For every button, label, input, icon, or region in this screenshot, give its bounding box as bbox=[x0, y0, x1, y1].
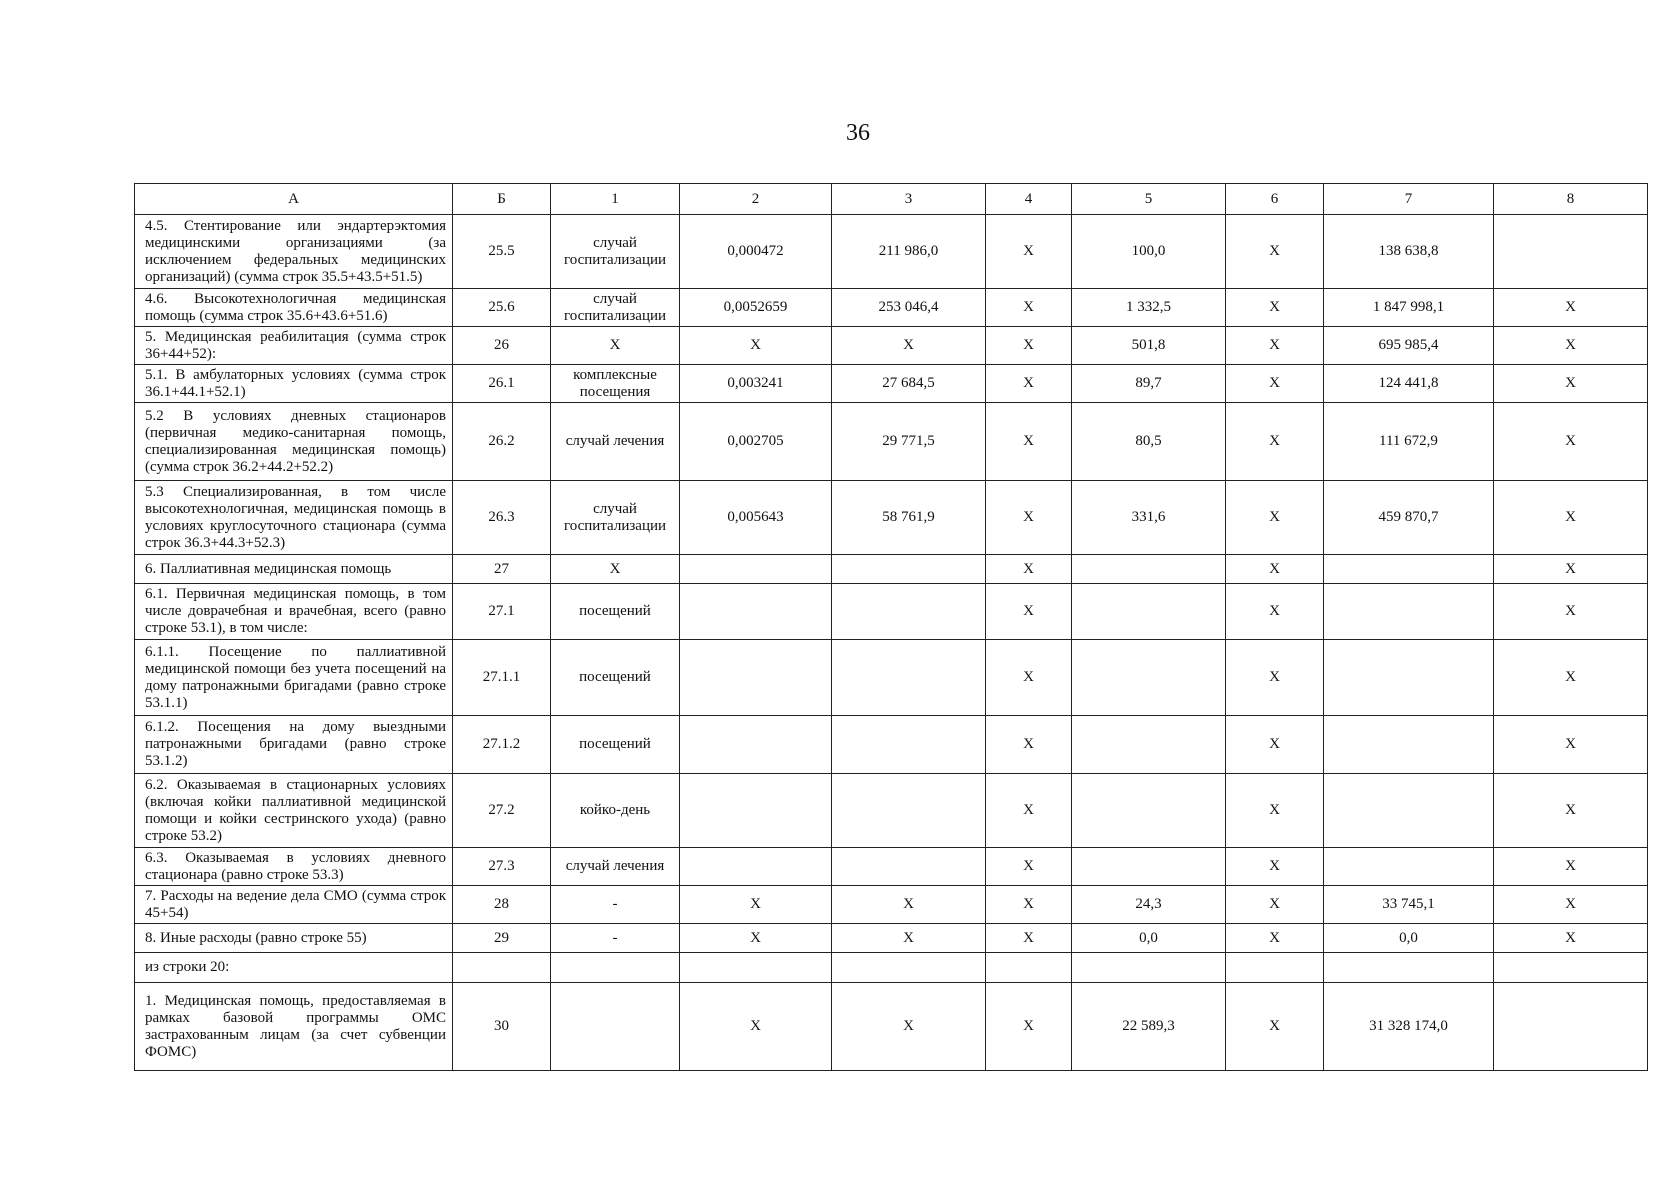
value-cell: X bbox=[1226, 774, 1324, 848]
value-cell: X bbox=[1226, 215, 1324, 289]
table-row bbox=[135, 716, 1648, 774]
value-cell bbox=[1072, 555, 1226, 584]
value-cell bbox=[1324, 848, 1494, 886]
value-cell: X bbox=[1494, 365, 1648, 403]
row-description: 5.1. В амбулаторных условиях (сумма строк 36.1+44.1+52.1) bbox=[135, 365, 453, 403]
row-code: 25.6 bbox=[453, 289, 551, 327]
value-cell bbox=[1324, 953, 1494, 983]
row-description: 6.2. Оказываемая в стационарных условиях (включая койки паллиативной медицинской помощи и койки сестринского ухода) (равно строке 53.2) bbox=[135, 774, 453, 848]
value-cell: X bbox=[986, 983, 1072, 1071]
row-code: 27.1 bbox=[453, 584, 551, 640]
row-code: 27 bbox=[453, 555, 551, 584]
column-header: Б bbox=[453, 184, 551, 215]
value-cell bbox=[1324, 555, 1494, 584]
table-row bbox=[135, 886, 1648, 924]
table-row bbox=[135, 365, 1648, 403]
value-cell: X bbox=[1494, 481, 1648, 555]
value-cell: X bbox=[1226, 327, 1324, 365]
row-code: 27.1.1 bbox=[453, 640, 551, 716]
row-description: 6. Паллиативная медицинская помощь bbox=[135, 555, 453, 584]
value-cell: 58 761,9 bbox=[832, 481, 986, 555]
page-number: 36 bbox=[846, 120, 870, 146]
column-header: 5 bbox=[1072, 184, 1226, 215]
value-cell: X bbox=[1226, 640, 1324, 716]
value-cell: 124 441,8 bbox=[1324, 365, 1494, 403]
value-cell: 459 870,7 bbox=[1324, 481, 1494, 555]
value-cell bbox=[680, 774, 832, 848]
value-cell: 211 986,0 bbox=[832, 215, 986, 289]
value-cell bbox=[832, 716, 986, 774]
column-header: 3 bbox=[832, 184, 986, 215]
value-cell: X bbox=[680, 327, 832, 365]
row-code: 26.3 bbox=[453, 481, 551, 555]
value-cell: X bbox=[1494, 924, 1648, 953]
value-cell bbox=[1072, 716, 1226, 774]
column-header: 8 bbox=[1494, 184, 1648, 215]
value-cell bbox=[1226, 953, 1324, 983]
value-cell bbox=[1072, 774, 1226, 848]
value-cell: X bbox=[1226, 555, 1324, 584]
unit-cell: койко-день bbox=[551, 774, 680, 848]
value-cell: 24,3 bbox=[1072, 886, 1226, 924]
value-cell: X bbox=[986, 555, 1072, 584]
value-cell: X bbox=[986, 716, 1072, 774]
row-description: 4.5. Стентирование или эндартерэктомия медицинскими организациями (за исключением федеральных медицинских организаций) (сумма строк 35.5+43.5+51.5) bbox=[135, 215, 453, 289]
column-header: 4 bbox=[986, 184, 1072, 215]
value-cell: X bbox=[986, 327, 1072, 365]
value-cell bbox=[1324, 640, 1494, 716]
value-cell: X bbox=[1226, 365, 1324, 403]
value-cell bbox=[832, 774, 986, 848]
value-cell: X bbox=[1226, 983, 1324, 1071]
value-cell: 80,5 bbox=[1072, 403, 1226, 481]
value-cell: 0,000472 bbox=[680, 215, 832, 289]
unit-cell bbox=[551, 953, 680, 983]
value-cell: X bbox=[832, 327, 986, 365]
row-code: 28 bbox=[453, 886, 551, 924]
value-cell bbox=[680, 848, 832, 886]
value-cell: 111 672,9 bbox=[1324, 403, 1494, 481]
value-cell: 695 985,4 bbox=[1324, 327, 1494, 365]
unit-cell: случай лечения bbox=[551, 403, 680, 481]
value-cell: 29 771,5 bbox=[832, 403, 986, 481]
value-cell: X bbox=[1226, 289, 1324, 327]
column-header: 6 bbox=[1226, 184, 1324, 215]
value-cell: 0,0 bbox=[1324, 924, 1494, 953]
row-code: 25.5 bbox=[453, 215, 551, 289]
value-cell: X bbox=[1494, 848, 1648, 886]
header-row bbox=[135, 184, 1648, 215]
table-row bbox=[135, 640, 1648, 716]
value-cell: X bbox=[1494, 774, 1648, 848]
value-cell: 0,002705 bbox=[680, 403, 832, 481]
value-cell bbox=[832, 848, 986, 886]
row-description: 5. Медицинская реабилитация (сумма строк 36+44+52): bbox=[135, 327, 453, 365]
value-cell bbox=[1072, 640, 1226, 716]
value-cell: X bbox=[680, 983, 832, 1071]
unit-cell: посещений bbox=[551, 716, 680, 774]
value-cell bbox=[1072, 848, 1226, 886]
unit-cell: комплексные посещения bbox=[551, 365, 680, 403]
value-cell bbox=[1494, 953, 1648, 983]
value-cell: X bbox=[1494, 584, 1648, 640]
value-cell: 501,8 bbox=[1072, 327, 1226, 365]
row-description: 6.1.2. Посещения на дому выездными патронажными бригадами (равно строке 53.1.2) bbox=[135, 716, 453, 774]
value-cell: 1 332,5 bbox=[1072, 289, 1226, 327]
row-description: из строки 20: bbox=[135, 953, 453, 983]
unit-cell: X bbox=[551, 555, 680, 584]
table-row bbox=[135, 584, 1648, 640]
value-cell: 253 046,4 bbox=[832, 289, 986, 327]
value-cell: X bbox=[1226, 848, 1324, 886]
table-row bbox=[135, 983, 1648, 1071]
value-cell: 1 847 998,1 bbox=[1324, 289, 1494, 327]
row-description: 6.3. Оказываемая в условиях дневного стационара (равно строке 53.3) bbox=[135, 848, 453, 886]
value-cell: X bbox=[1226, 886, 1324, 924]
table-row bbox=[135, 555, 1648, 584]
row-code: 30 bbox=[453, 983, 551, 1071]
row-code: 26.1 bbox=[453, 365, 551, 403]
value-cell: X bbox=[1226, 584, 1324, 640]
row-code: 27.2 bbox=[453, 774, 551, 848]
row-description: 4.6. Высокотехнологичная медицинская помощь (сумма строк 35.6+43.6+51.6) bbox=[135, 289, 453, 327]
value-cell bbox=[680, 584, 832, 640]
row-code: 27.3 bbox=[453, 848, 551, 886]
value-cell: X bbox=[1494, 289, 1648, 327]
row-code: 26 bbox=[453, 327, 551, 365]
unit-cell: - bbox=[551, 886, 680, 924]
value-cell bbox=[832, 584, 986, 640]
unit-cell: случай госпитализации bbox=[551, 215, 680, 289]
value-cell: 331,6 bbox=[1072, 481, 1226, 555]
column-header: А bbox=[135, 184, 453, 215]
value-cell: X bbox=[986, 640, 1072, 716]
value-cell bbox=[1494, 215, 1648, 289]
value-cell: X bbox=[1226, 403, 1324, 481]
value-cell bbox=[680, 555, 832, 584]
value-cell: 27 684,5 bbox=[832, 365, 986, 403]
value-cell: X bbox=[1226, 716, 1324, 774]
column-header: 1 bbox=[551, 184, 680, 215]
value-cell: 33 745,1 bbox=[1324, 886, 1494, 924]
table-row bbox=[135, 481, 1648, 555]
value-cell bbox=[680, 640, 832, 716]
value-cell: 0,0 bbox=[1072, 924, 1226, 953]
value-cell: X bbox=[1494, 716, 1648, 774]
value-cell: X bbox=[986, 289, 1072, 327]
table-row bbox=[135, 924, 1648, 953]
table-row bbox=[135, 848, 1648, 886]
report-table bbox=[134, 183, 1648, 1071]
unit-cell: случай госпитализации bbox=[551, 289, 680, 327]
value-cell: 0,003241 bbox=[680, 365, 832, 403]
value-cell: X bbox=[1226, 924, 1324, 953]
unit-cell bbox=[551, 983, 680, 1071]
row-description: 8. Иные расходы (равно строке 55) bbox=[135, 924, 453, 953]
row-code bbox=[453, 953, 551, 983]
row-description: 6.1. Первичная медицинская помощь, в том числе доврачебная и врачебная, всего (равно строке 53.1), в том числе: bbox=[135, 584, 453, 640]
value-cell bbox=[680, 716, 832, 774]
table-row bbox=[135, 403, 1648, 481]
value-cell: X bbox=[1494, 555, 1648, 584]
value-cell: 22 589,3 bbox=[1072, 983, 1226, 1071]
unit-cell: посещений bbox=[551, 584, 680, 640]
value-cell: X bbox=[1494, 640, 1648, 716]
table-row bbox=[135, 289, 1648, 327]
value-cell: X bbox=[832, 886, 986, 924]
value-cell: X bbox=[986, 886, 1072, 924]
value-cell bbox=[680, 953, 832, 983]
row-code: 27.1.2 bbox=[453, 716, 551, 774]
unit-cell: - bbox=[551, 924, 680, 953]
value-cell: X bbox=[986, 774, 1072, 848]
value-cell bbox=[832, 555, 986, 584]
value-cell bbox=[1324, 716, 1494, 774]
table-row bbox=[135, 953, 1648, 983]
value-cell: X bbox=[986, 584, 1072, 640]
value-cell bbox=[1324, 584, 1494, 640]
value-cell bbox=[1494, 983, 1648, 1071]
table-row bbox=[135, 215, 1648, 289]
row-description: 5.2 В условиях дневных стационаров (первичная медико-санитарная помощь, специализированная медицинская помощь) (сумма строк 36.2+44.2+52.2) bbox=[135, 403, 453, 481]
value-cell: X bbox=[986, 215, 1072, 289]
column-header: 7 bbox=[1324, 184, 1494, 215]
value-cell bbox=[1072, 953, 1226, 983]
value-cell: X bbox=[1494, 327, 1648, 365]
value-cell: X bbox=[680, 886, 832, 924]
value-cell: 0,005643 bbox=[680, 481, 832, 555]
column-header: 2 bbox=[680, 184, 832, 215]
value-cell: X bbox=[986, 403, 1072, 481]
value-cell bbox=[1324, 774, 1494, 848]
value-cell: 89,7 bbox=[1072, 365, 1226, 403]
value-cell bbox=[832, 953, 986, 983]
value-cell bbox=[986, 953, 1072, 983]
value-cell: X bbox=[986, 365, 1072, 403]
value-cell: 138 638,8 bbox=[1324, 215, 1494, 289]
value-cell: 0,0052659 bbox=[680, 289, 832, 327]
value-cell: X bbox=[1494, 403, 1648, 481]
unit-cell: случай лечения bbox=[551, 848, 680, 886]
value-cell bbox=[832, 640, 986, 716]
value-cell: 100,0 bbox=[1072, 215, 1226, 289]
value-cell: X bbox=[680, 924, 832, 953]
table-row bbox=[135, 774, 1648, 848]
unit-cell: посещений bbox=[551, 640, 680, 716]
unit-cell: случай госпитализации bbox=[551, 481, 680, 555]
value-cell: X bbox=[832, 983, 986, 1071]
value-cell bbox=[1072, 584, 1226, 640]
row-description: 5.3 Специализированная, в том числе высокотехнологичная, медицинская помощь в условиях круглосуточного стационара (сумма строк 36.3+44.3+52.3) bbox=[135, 481, 453, 555]
value-cell: 31 328 174,0 bbox=[1324, 983, 1494, 1071]
table-row bbox=[135, 327, 1648, 365]
row-code: 29 bbox=[453, 924, 551, 953]
row-description: 7. Расходы на ведение дела СМО (сумма строк 45+54) bbox=[135, 886, 453, 924]
value-cell: X bbox=[986, 924, 1072, 953]
value-cell: X bbox=[986, 848, 1072, 886]
value-cell: X bbox=[1226, 481, 1324, 555]
value-cell: X bbox=[832, 924, 986, 953]
unit-cell: X bbox=[551, 327, 680, 365]
row-code: 26.2 bbox=[453, 403, 551, 481]
row-description: 1. Медицинская помощь, предоставляемая в рамках базовой программы ОМС застрахованным лицам (за счет субвенции ФОМС) bbox=[135, 983, 453, 1071]
value-cell: X bbox=[986, 481, 1072, 555]
row-description: 6.1.1. Посещение по паллиативной медицинской помощи без учета посещений на дому патронажными бригадами (равно строке 53.1.1) bbox=[135, 640, 453, 716]
value-cell: X bbox=[1494, 886, 1648, 924]
